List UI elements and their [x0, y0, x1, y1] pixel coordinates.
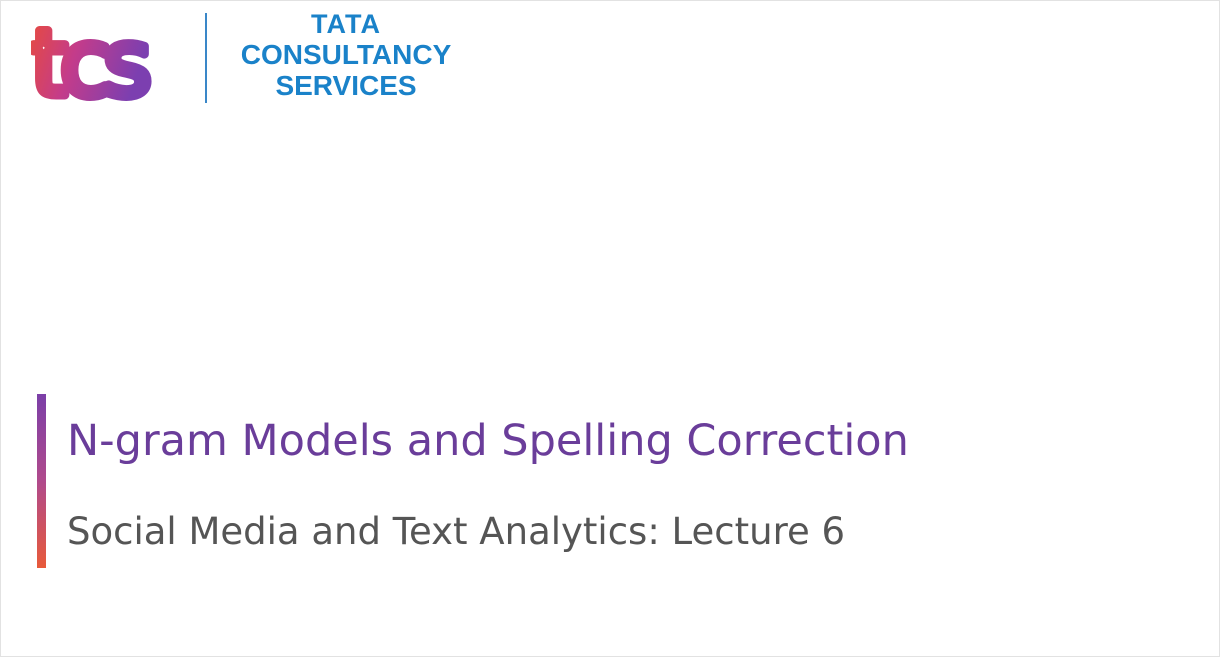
title-accent-bar: [37, 394, 46, 568]
company-name-line2: CONSULTANCY: [240, 39, 452, 70]
company-name-line3: SERVICES: [275, 70, 417, 101]
tcs-wordmark-text: tcs: [31, 10, 145, 109]
logo-divider: [205, 13, 207, 103]
slide-title: N-gram Models and Spelling Correction: [67, 416, 909, 466]
slide-subtitle: Social Media and Text Analytics: Lecture 6: [67, 510, 846, 553]
company-name-line1: TATA: [311, 9, 381, 39]
tcs-wordmark-logo: [31, 9, 181, 109]
company-name: [231, 11, 461, 100]
tcs-logo: [31, 9, 471, 109]
